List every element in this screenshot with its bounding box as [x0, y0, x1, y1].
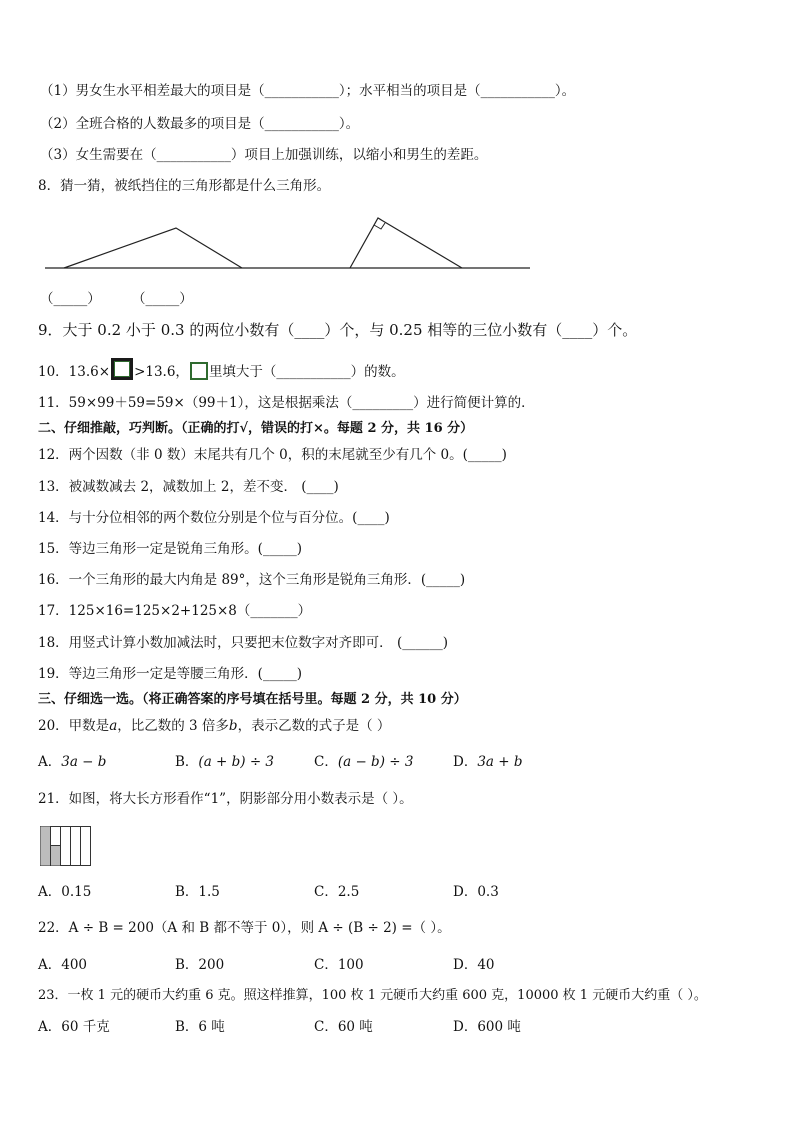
q20-var-a: a: [109, 718, 118, 734]
q20-prefix: 20．甲数是: [38, 718, 110, 734]
judge-q16: 16．一个三角形的最大内角是 89°，这个三角形是锐角三角形．(_____): [38, 572, 466, 588]
shaded-part-half: [51, 846, 61, 866]
q9-text: 9．大于 0.2 小于 0.3 的两位小数有（____）个，与 0.25 相等的三位小数有（____）个。: [38, 321, 638, 339]
section-3-heading: 三、仔细选一选。（将正确答案的序号填在括号里。每题 2 分，共 10 分）: [38, 692, 467, 707]
q20-mid: ，比乙数的 3 倍多: [117, 718, 229, 734]
judge-q19: 19．等边三角形一定是等腰三角形．(_____): [38, 666, 302, 682]
rectangle-figure: [40, 826, 94, 868]
section-2-heading: 二、仔细推敲，巧判断。（正确的打√，错误的打×。每题 2 分，共 16 分）: [38, 421, 474, 436]
q21-option-c[interactable]: C．2.5: [314, 884, 360, 900]
q20-text: [38, 717, 390, 735]
q7-item-3: （3）女生需要在（___________）项目上加强训练，以缩小和男生的差距。: [40, 147, 488, 163]
triangle-left: [64, 228, 242, 268]
judge-q15: 15．等边三角形一定是锐角三角形。(_____): [38, 541, 302, 557]
q20-option-b[interactable]: B．(a + b) ÷ 3: [175, 754, 275, 770]
triangle-right: [350, 218, 462, 268]
judge-q13: 13．被减数减去 2，减数加上 2，差不变． (____): [38, 479, 339, 495]
q10-part-b: >13.6，: [134, 364, 189, 380]
q21-option-b[interactable]: B．1.5: [175, 884, 220, 900]
q20-option-c[interactable]: C．(a − b) ÷ 3: [314, 754, 414, 770]
q10-text: [38, 358, 405, 381]
q23-option-a[interactable]: A．60 千克: [38, 1019, 110, 1035]
q22-option-d[interactable]: D．40: [453, 957, 495, 973]
q22-option-b[interactable]: B．200: [175, 957, 225, 973]
q23-option-b[interactable]: B．6 吨: [175, 1019, 225, 1035]
answer-box[interactable]: [111, 358, 133, 380]
q7-item-1: （1）男女生水平相差最大的项目是（___________）；水平相当的项目是（___________）。: [40, 83, 576, 99]
q8-blank-2[interactable]: （_____）: [132, 291, 193, 307]
q7-item-2: （2）全班合格的人数最多的项目是（___________）。: [40, 116, 360, 132]
q10-part-c: 里填大于（___________）的数。: [208, 364, 405, 380]
q23-option-d[interactable]: D．600 吨: [453, 1019, 521, 1035]
q21-option-d[interactable]: D．0.3: [453, 884, 499, 900]
q11-text: 11．59×99＋59=59×（99＋1），这是根据乘法（_________）进行简便计算的．: [38, 395, 535, 411]
right-angle-mark: [374, 223, 385, 229]
q8-blank-1[interactable]: （_____）: [40, 291, 101, 307]
q21-text: 21．如图，将大长方形看作“1”，阴影部分用小数表示是（ ）。: [38, 791, 413, 807]
q20-option-a[interactable]: A．3a − b: [38, 754, 107, 770]
hidden-triangles-figure: [40, 212, 540, 274]
shaded-part: [41, 827, 51, 866]
q23-option-c[interactable]: C．60 吨: [314, 1019, 373, 1035]
judge-q17: 17．125×16=125×2+125×8（_______）: [38, 603, 312, 619]
judge-q14: 14．与十分位相邻的两个数位分别是个位与百分位。(____): [38, 510, 390, 526]
q22-text: 22．A ÷ B = 200（A 和 B 都不等于 0），则 A ÷ (B ÷ 2) =（ ）。: [38, 920, 451, 936]
q20-suffix: ，表示乙数的式子是（ ）: [237, 718, 391, 734]
q20-option-d[interactable]: D．3a + b: [453, 754, 523, 770]
q22-option-c[interactable]: C．100: [314, 957, 364, 973]
q20-var-b: b: [228, 718, 238, 734]
q21-option-a[interactable]: A．0.15: [38, 884, 92, 900]
q10-part-a: 10．13.6×: [38, 364, 111, 380]
q8-text: 8．猜一猜，被纸挡住的三角形都是什么三角形。: [38, 178, 331, 194]
q23-text: 23．一枚 1 元的硬币大约重 6 克。照这样推算，100 枚 1 元硬币大约重 600 克，10000 枚 1 元硬币大约重（ ）。: [38, 988, 707, 1003]
judge-q18: 18．用竖式计算小数加减法时，只要把末位数字对齐即可． (______): [38, 635, 449, 651]
answer-box-small: [190, 362, 208, 380]
judge-q12: 12．两个因数（非 0 数）末尾共有几个 0，积的末尾就至少有几个 0。(_____): [38, 447, 507, 463]
q22-option-a[interactable]: A．400: [38, 957, 88, 973]
